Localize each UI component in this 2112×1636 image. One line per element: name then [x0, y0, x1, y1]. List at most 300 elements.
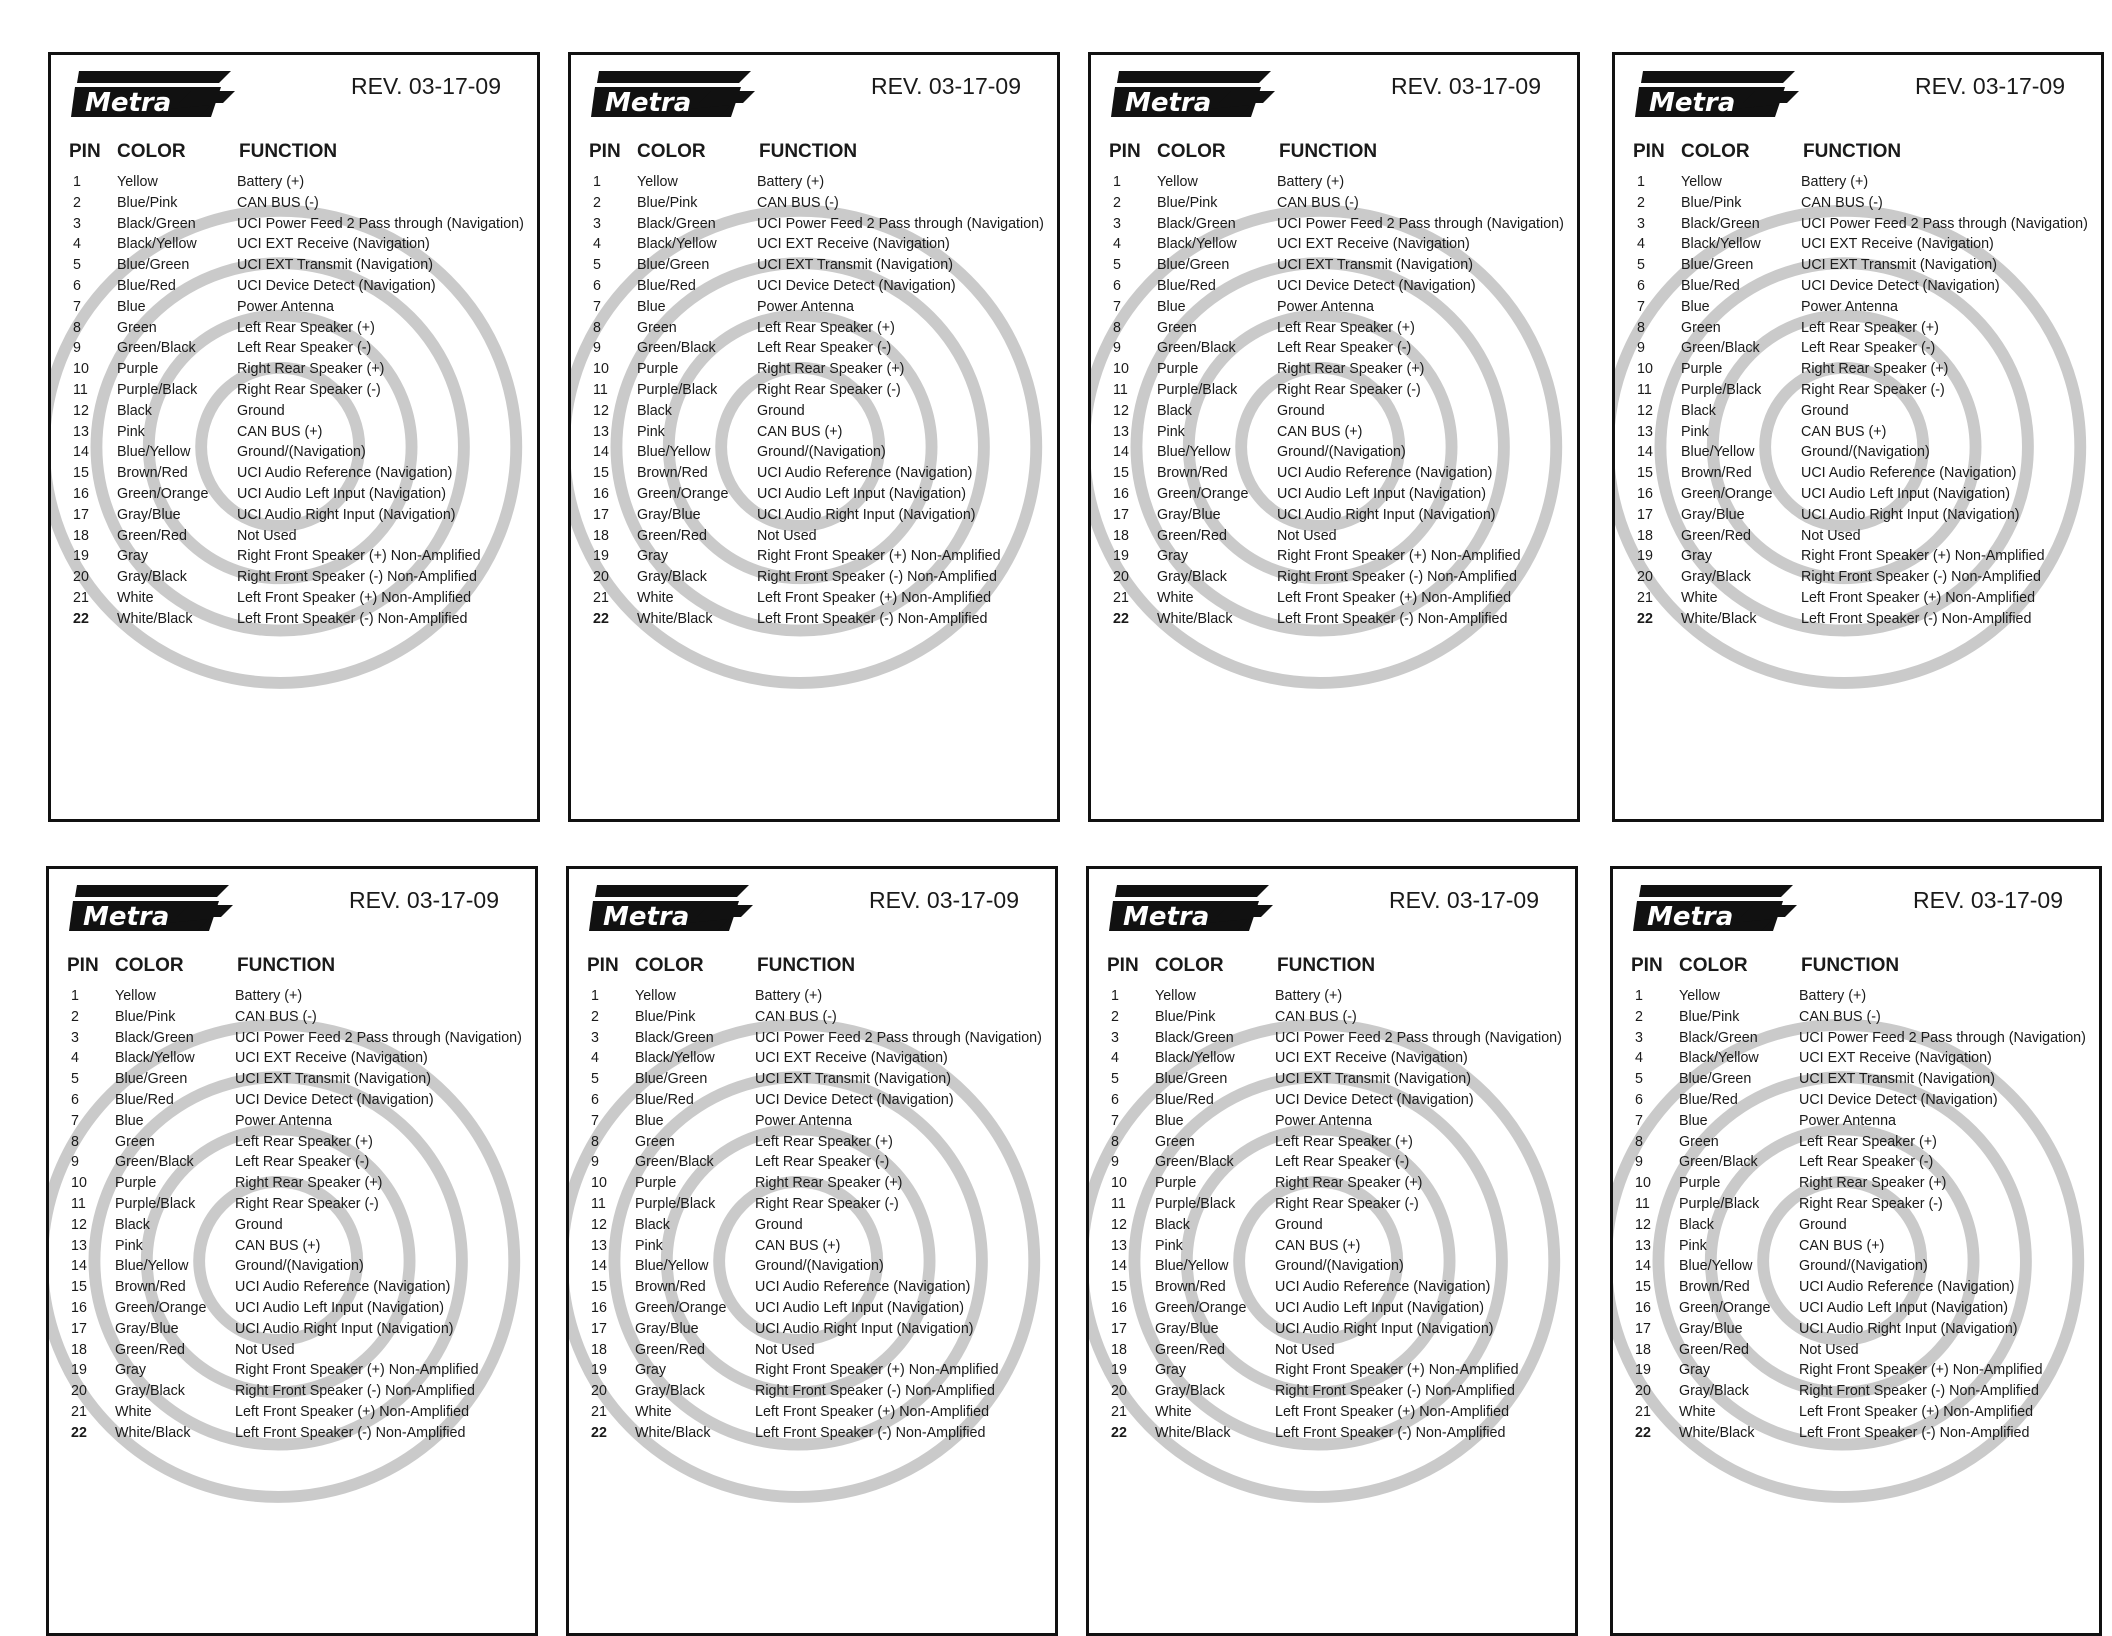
pin-function: Left Rear Speaker (-) — [1275, 1154, 1410, 1171]
table-row — [1091, 442, 1577, 463]
pin-function: Right Rear Speaker (+) — [1277, 361, 1425, 378]
pin-function: Right Front Speaker (-) Non-Amplified — [1799, 1383, 2039, 1400]
wire-color: Blue — [1681, 298, 1710, 315]
pin-number: 3 — [591, 1029, 599, 1046]
pin-number: 15 — [1113, 465, 1129, 482]
pin-function: Ground/(Navigation) — [757, 444, 886, 461]
pin-function: Ground — [1801, 402, 1849, 419]
table-row — [569, 1007, 1055, 1028]
table-row — [569, 1152, 1055, 1173]
pin-function: Left Rear Speaker (+) — [1799, 1133, 1937, 1150]
pin-function: UCI Audio Reference (Navigation) — [757, 465, 973, 482]
wire-color: Gray — [1157, 548, 1188, 565]
pin-function: UCI EXT Receive (Navigation) — [757, 236, 950, 253]
pin-number: 11 — [1111, 1195, 1126, 1212]
wire-color: Gray/Black — [115, 1383, 185, 1400]
table-row — [571, 442, 1057, 463]
pin-function: CAN BUS (+) — [1801, 423, 1887, 440]
wire-color: Purple — [117, 361, 159, 378]
wire-color: Gray/Blue — [1157, 506, 1221, 523]
pin-number: 22 — [1113, 610, 1129, 627]
pin-function: UCI EXT Transmit (Navigation) — [1275, 1071, 1471, 1088]
pin-function: CAN BUS (-) — [1799, 1008, 1881, 1025]
function-header: FUNCTION — [239, 141, 338, 162]
pin-number: 16 — [593, 485, 609, 502]
pin-number: 21 — [73, 589, 89, 606]
pin-function: UCI Audio Right Input (Navigation) — [235, 1320, 454, 1337]
wire-color: Black/Green — [1681, 215, 1760, 232]
pin-function: UCI Device Detect (Navigation) — [1275, 1091, 1474, 1108]
table-row — [51, 463, 537, 484]
table-row — [51, 276, 537, 297]
wire-color: Blue/Red — [117, 277, 176, 294]
wire-color: Gray/Black — [117, 569, 187, 586]
table-row — [49, 986, 535, 1007]
table-row — [1089, 1215, 1575, 1236]
wire-color: Blue — [117, 298, 146, 315]
pin-function: Left Front Speaker (-) Non-Amplified — [1277, 610, 1508, 627]
pin-number: 1 — [73, 174, 81, 190]
pin-number: 15 — [1635, 1279, 1651, 1296]
wire-color: Black — [115, 1216, 150, 1233]
table-row — [51, 442, 537, 463]
pin-function: UCI EXT Transmit (Navigation) — [235, 1071, 431, 1088]
pin-function: Right Rear Speaker (-) — [757, 381, 901, 398]
wire-color: Purple — [115, 1175, 157, 1192]
color-header: COLOR — [1679, 955, 1748, 976]
table-row — [51, 172, 537, 193]
table-row — [571, 526, 1057, 547]
pin-function: UCI Power Feed 2 Pass through (Navigation) — [1275, 1029, 1562, 1046]
pin-function: CAN BUS (-) — [1801, 194, 1883, 211]
wire-color: Green/Red — [637, 527, 707, 544]
table-row — [571, 234, 1057, 255]
table-row — [1089, 1360, 1575, 1381]
wire-color: Brown/Red — [635, 1279, 706, 1296]
table-row — [1613, 1007, 2099, 1028]
pin-number: 5 — [1113, 257, 1121, 274]
pin-number: 14 — [593, 444, 609, 461]
pin-number: 2 — [1635, 1008, 1643, 1025]
table-row — [1089, 1423, 1575, 1444]
pin-number: 12 — [591, 1216, 607, 1233]
wire-color: Blue/Yellow — [1679, 1258, 1753, 1275]
pin-number: 10 — [73, 361, 89, 378]
pin-function: UCI EXT Transmit (Navigation) — [237, 257, 433, 274]
table-row — [571, 546, 1057, 567]
wire-color: Black/Yellow — [1679, 1050, 1759, 1067]
wire-color: Black/Yellow — [1157, 236, 1237, 253]
wire-color: White/Black — [635, 1424, 711, 1441]
wire-color: Brown/Red — [1679, 1279, 1750, 1296]
table-row — [1091, 422, 1577, 443]
pin-number: 18 — [1635, 1341, 1651, 1358]
wire-color: White — [115, 1403, 152, 1420]
table-row — [51, 380, 537, 401]
table-row — [1089, 1007, 1575, 1028]
pin-function: UCI Device Detect (Navigation) — [237, 277, 436, 294]
pin-number: 10 — [591, 1175, 607, 1192]
wire-color: Purple/Black — [637, 381, 718, 398]
pin-function: Ground — [1275, 1216, 1323, 1233]
pin-number: 13 — [593, 423, 609, 440]
pin-number: 7 — [593, 298, 601, 315]
wire-color: Blue — [1155, 1112, 1184, 1129]
pin-number: 12 — [1635, 1216, 1651, 1233]
pin-number: 8 — [593, 319, 601, 336]
table-row — [49, 1423, 535, 1444]
table-row — [49, 1215, 535, 1236]
pin-number: 4 — [593, 236, 601, 253]
pin-number: 16 — [1635, 1299, 1651, 1316]
table-row — [571, 380, 1057, 401]
pin-number: 1 — [1111, 988, 1119, 1004]
pin-function: Left Rear Speaker (+) — [235, 1133, 373, 1150]
table-row — [1613, 1090, 2099, 1111]
pin-function: Right Front Speaker (-) Non-Amplified — [235, 1383, 475, 1400]
wire-color: Yellow — [117, 174, 158, 190]
wire-color: Black — [635, 1216, 670, 1233]
wire-color: White/Black — [1679, 1424, 1755, 1441]
pinout-table — [1089, 986, 1575, 1444]
wire-color: Blue/Pink — [117, 194, 178, 211]
pin-function: Power Antenna — [235, 1112, 332, 1129]
wire-color: Black/Yellow — [1681, 236, 1761, 253]
table-row — [49, 1340, 535, 1361]
wire-color: Purple — [1155, 1175, 1197, 1192]
table-row — [1091, 484, 1577, 505]
pin-function: Left Rear Speaker (-) — [1277, 340, 1412, 357]
pin-number: 22 — [73, 610, 89, 627]
table-row — [51, 234, 537, 255]
wire-color: Gray — [117, 548, 148, 565]
pin-number: 20 — [71, 1383, 87, 1400]
table-row — [51, 484, 537, 505]
wire-color: White — [1681, 589, 1718, 606]
pin-function: Ground/(Navigation) — [1275, 1258, 1404, 1275]
wire-color: Black/Yellow — [635, 1050, 715, 1067]
pin-function: UCI Power Feed 2 Pass through (Navigation) — [1801, 215, 2088, 232]
pin-number: 2 — [71, 1008, 79, 1025]
pin-function: Right Rear Speaker (+) — [237, 361, 385, 378]
pin-number: 2 — [1637, 194, 1645, 211]
pin-function: Ground/(Navigation) — [1799, 1258, 1928, 1275]
pin-number: 8 — [591, 1133, 599, 1150]
table-row — [1091, 526, 1577, 547]
table-row — [51, 338, 537, 359]
table-row — [1089, 1069, 1575, 1090]
wire-color: Purple/Black — [115, 1195, 196, 1212]
wire-color: Green/Red — [1155, 1341, 1225, 1358]
wire-color: Blue/Green — [635, 1071, 708, 1088]
pin-number: 11 — [1635, 1195, 1650, 1212]
pin-function: Battery (+) — [237, 174, 305, 190]
wire-color: Gray — [635, 1362, 666, 1379]
pin-function: UCI Device Detect (Navigation) — [1277, 277, 1476, 294]
function-header: FUNCTION — [1277, 955, 1376, 976]
table-row — [49, 1381, 535, 1402]
pin-function: Left Front Speaker (+) Non-Amplified — [1799, 1403, 2034, 1420]
pin-number: 16 — [71, 1299, 87, 1316]
pin-function: UCI Device Detect (Navigation) — [235, 1091, 434, 1108]
pin-number: 7 — [591, 1112, 599, 1129]
pin-function: Right Rear Speaker (-) — [1799, 1195, 1943, 1212]
pin-function: Power Antenna — [1275, 1112, 1372, 1129]
wire-color: Pink — [1155, 1237, 1183, 1254]
color-header: COLOR — [117, 141, 186, 162]
wire-color: Black — [1157, 402, 1192, 419]
pin-function: Right Front Speaker (+) Non-Amplified — [1801, 548, 2045, 565]
pin-function: Left Rear Speaker (+) — [757, 319, 895, 336]
pin-number: 16 — [73, 485, 89, 502]
pin-function: UCI Audio Left Input (Navigation) — [1799, 1299, 2009, 1316]
pin-number: 2 — [1111, 1008, 1119, 1025]
pin-function: Right Front Speaker (+) Non-Amplified — [237, 548, 481, 565]
wire-color: Purple — [635, 1175, 677, 1192]
pin-function: UCI Power Feed 2 Pass through (Navigation) — [237, 215, 524, 232]
pin-function: Left Rear Speaker (-) — [235, 1154, 370, 1171]
table-row — [51, 214, 537, 235]
pin-function: Ground/(Navigation) — [237, 444, 366, 461]
wire-color: Blue/Pink — [635, 1008, 696, 1025]
table-row — [1089, 1132, 1575, 1153]
pin-function: Left Rear Speaker (-) — [1801, 340, 1936, 357]
table-row — [1091, 588, 1577, 609]
pin-number: 1 — [1113, 174, 1121, 190]
table-row — [1089, 1111, 1575, 1132]
table-row — [1091, 255, 1577, 276]
wire-color: Yellow — [1681, 174, 1722, 190]
pin-function: UCI EXT Transmit (Navigation) — [755, 1071, 951, 1088]
pin-function: UCI Power Feed 2 Pass through (Navigation) — [1277, 215, 1564, 232]
table-row — [1615, 193, 2101, 214]
pin-function: UCI Audio Right Input (Navigation) — [757, 506, 976, 523]
pin-number: 3 — [73, 215, 81, 232]
pin-number: 14 — [73, 444, 89, 461]
table-row — [1613, 1173, 2099, 1194]
table-row — [1613, 1069, 2099, 1090]
table-row — [571, 463, 1057, 484]
pin-function: UCI Power Feed 2 Pass through (Navigation) — [757, 215, 1044, 232]
wire-color: Black/Green — [1155, 1029, 1234, 1046]
pin-number: 9 — [1637, 340, 1645, 357]
pinout-card-4 — [1612, 52, 2104, 822]
table-row — [571, 172, 1057, 193]
pin-number: 15 — [71, 1279, 87, 1296]
table-row — [569, 1298, 1055, 1319]
pin-function: UCI EXT Receive (Navigation) — [235, 1050, 428, 1067]
pin-function: Left Rear Speaker (+) — [1277, 319, 1415, 336]
pin-number: 12 — [1111, 1216, 1127, 1233]
table-row — [571, 609, 1057, 630]
pin-function: UCI Device Detect (Navigation) — [757, 277, 956, 294]
pinout-table — [1615, 172, 2101, 630]
wire-color: Brown/Red — [1157, 465, 1228, 482]
pin-number: 20 — [1637, 569, 1653, 586]
pin-number: 4 — [1635, 1050, 1643, 1067]
wire-color: Purple/Black — [1155, 1195, 1236, 1212]
metra-logo — [589, 883, 755, 933]
table-row — [1089, 1152, 1575, 1173]
pin-number: 6 — [593, 277, 601, 294]
wire-color: Green/Red — [1681, 527, 1751, 544]
pin-number: 11 — [1637, 381, 1652, 398]
logo-text: Metra — [1125, 88, 1212, 118]
pin-function: Right Rear Speaker (+) — [1801, 361, 1949, 378]
wire-color: Gray/Blue — [117, 506, 181, 523]
pin-function: Left Front Speaker (+) Non-Amplified — [1801, 589, 2036, 606]
pin-function: Right Front Speaker (+) Non-Amplified — [1277, 548, 1521, 565]
revision-label: REV. 03-17-09 — [348, 887, 499, 913]
logo-text: Metra — [1649, 88, 1736, 118]
table-row — [1613, 1152, 2099, 1173]
pin-number: 7 — [1113, 298, 1121, 315]
pin-function: Right Front Speaker (+) Non-Amplified — [235, 1362, 479, 1379]
table-row — [51, 609, 537, 630]
pin-number: 8 — [1637, 319, 1645, 336]
pin-number: 20 — [591, 1383, 607, 1400]
pin-number: 1 — [591, 988, 599, 1004]
pin-number: 19 — [1113, 548, 1129, 565]
pin-number: 10 — [1637, 361, 1653, 378]
wire-color: Green/Orange — [1679, 1299, 1771, 1316]
pin-number: 22 — [1637, 610, 1653, 627]
wire-color: Blue/Red — [1681, 277, 1740, 294]
pin-number: 8 — [1113, 319, 1121, 336]
pin-number: 19 — [591, 1362, 607, 1379]
pin-number: 22 — [593, 610, 609, 627]
wire-color: Blue/Yellow — [637, 444, 711, 461]
table-row — [49, 1236, 535, 1257]
pin-function: UCI Audio Reference (Navigation) — [237, 465, 453, 482]
pin-number: 3 — [1637, 215, 1645, 232]
pin-function: Left Front Speaker (-) Non-Amplified — [235, 1424, 466, 1441]
wire-color: Green — [1681, 319, 1721, 336]
table-row — [49, 1319, 535, 1340]
pin-function: UCI Power Feed 2 Pass through (Navigation) — [235, 1029, 522, 1046]
pin-number: 5 — [1111, 1071, 1119, 1088]
revision-label: REV. 03-17-09 — [868, 887, 1019, 913]
pin-function: UCI Audio Reference (Navigation) — [1801, 465, 2017, 482]
pin-function: CAN BUS (-) — [755, 1008, 837, 1025]
pin-function: Left Front Speaker (-) Non-Amplified — [237, 610, 468, 627]
pin-function: UCI Audio Right Input (Navigation) — [1277, 506, 1496, 523]
table-row — [51, 318, 537, 339]
wire-color: Green/Black — [1681, 340, 1760, 357]
wire-color: White/Black — [1155, 1424, 1231, 1441]
color-header: COLOR — [1155, 955, 1224, 976]
wire-color: Blue/Green — [1681, 257, 1754, 274]
table-row — [569, 1028, 1055, 1049]
wire-color: Black/Green — [637, 215, 716, 232]
table-row — [1615, 297, 2101, 318]
wire-color: White/Black — [637, 610, 713, 627]
revision-label: REV. 03-17-09 — [350, 73, 501, 99]
table-row — [1091, 609, 1577, 630]
revision-label: REV. 03-17-09 — [1914, 73, 2065, 99]
wire-color: Purple/Black — [635, 1195, 716, 1212]
table-row — [51, 546, 537, 567]
pin-function: Ground — [237, 402, 285, 419]
pin-function: Right Rear Speaker (+) — [755, 1175, 903, 1192]
pin-function: UCI EXT Transmit (Navigation) — [1799, 1071, 1995, 1088]
wire-color: Green/Red — [1679, 1341, 1749, 1358]
table-row — [1615, 546, 2101, 567]
pin-number: 18 — [1111, 1341, 1127, 1358]
wire-color: Purple/Black — [1681, 381, 1762, 398]
table-row — [1091, 297, 1577, 318]
pin-function: Left Front Speaker (+) Non-Amplified — [1277, 589, 1512, 606]
pin-number: 6 — [1113, 277, 1121, 294]
pin-number: 22 — [1635, 1424, 1651, 1441]
pin-number: 13 — [1111, 1237, 1127, 1254]
pin-function: Battery (+) — [235, 988, 303, 1004]
wire-color: Green/Orange — [117, 485, 209, 502]
wire-color: Black — [117, 402, 152, 419]
wire-color: Gray — [1679, 1362, 1710, 1379]
table-row — [1091, 401, 1577, 422]
table-row — [571, 484, 1057, 505]
table-row — [51, 505, 537, 526]
pin-number: 4 — [1111, 1050, 1119, 1067]
table-row — [1613, 1256, 2099, 1277]
table-row — [49, 1298, 535, 1319]
pin-function: Power Antenna — [757, 298, 854, 315]
pin-number: 10 — [1113, 361, 1129, 378]
pin-number: 20 — [1111, 1383, 1127, 1400]
pin-function: UCI Device Detect (Navigation) — [1801, 277, 2000, 294]
metra-logo — [591, 69, 757, 119]
pin-function: Left Front Speaker (-) Non-Amplified — [1275, 1424, 1506, 1441]
pin-function: Battery (+) — [1799, 988, 1867, 1004]
pin-number: 7 — [71, 1112, 79, 1129]
pinout-table — [51, 172, 537, 630]
pin-function: Not Used — [1799, 1341, 1859, 1358]
table-row — [1613, 1111, 2099, 1132]
pin-function: UCI Power Feed 2 Pass through (Navigation) — [755, 1029, 1042, 1046]
wire-color: White — [635, 1403, 672, 1420]
pin-function: Not Used — [1801, 527, 1861, 544]
table-row — [49, 1048, 535, 1069]
pin-number: 15 — [593, 465, 609, 482]
table-row — [1089, 1402, 1575, 1423]
pin-number: 18 — [73, 527, 89, 544]
wire-color: Gray/Black — [1681, 569, 1751, 586]
pin-number: 18 — [1637, 527, 1653, 544]
wire-color: Black/Green — [1679, 1029, 1758, 1046]
pin-number: 13 — [1113, 423, 1129, 440]
wire-color: Green/Black — [1157, 340, 1236, 357]
pin-number: 9 — [1113, 340, 1121, 357]
pin-number: 17 — [71, 1320, 87, 1337]
wire-color: Blue/Green — [1679, 1071, 1752, 1088]
wire-color: Blue/Green — [637, 257, 710, 274]
table-row — [51, 567, 537, 588]
pin-number: 22 — [71, 1424, 87, 1441]
pin-function: UCI Audio Left Input (Navigation) — [755, 1299, 965, 1316]
wire-color: Yellow — [1157, 174, 1198, 190]
table-row — [1089, 1048, 1575, 1069]
pin-function: CAN BUS (-) — [1275, 1008, 1357, 1025]
pin-number: 19 — [1111, 1362, 1127, 1379]
pin-function: CAN BUS (+) — [1799, 1237, 1885, 1254]
pin-function: Right Front Speaker (+) Non-Amplified — [1275, 1362, 1519, 1379]
pin-function: CAN BUS (-) — [237, 194, 319, 211]
wire-color: Green — [1679, 1133, 1719, 1150]
table-row — [49, 1090, 535, 1111]
wire-color: Pink — [635, 1237, 663, 1254]
table-row — [569, 1069, 1055, 1090]
